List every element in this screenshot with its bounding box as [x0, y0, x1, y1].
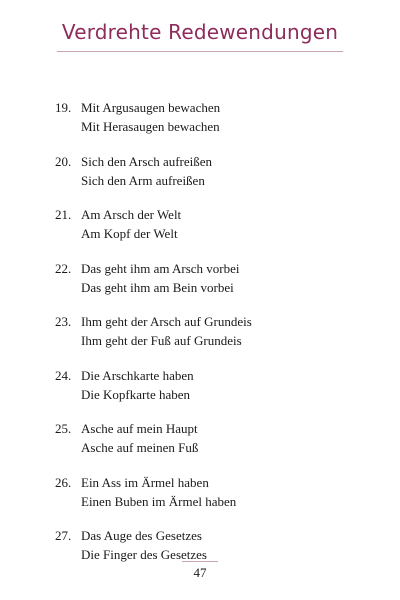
twisted-idiom: Die Kopfkarte haben	[81, 386, 191, 402]
item-number: 21.	[55, 207, 72, 222]
original-idiom: Am Arsch der Welt	[81, 207, 182, 222]
original-idiom: Sich den Arsch aufreißen	[81, 153, 213, 169]
item-number: 24.	[55, 367, 72, 383]
twisted-idiom: Ihm geht der Fuß auf Grundeis	[81, 333, 242, 348]
twisted-idiom: Sich den Arm aufreißen	[81, 172, 205, 188]
list-item	[55, 419, 355, 470]
item-number: 27.	[55, 528, 72, 543]
original-idiom: Asche auf mein Haupt	[81, 421, 198, 436]
twisted-idiom: Asche auf meinen Fuß	[81, 440, 199, 455]
original-idiom: Die Arschkarte haben	[81, 367, 194, 383]
twisted-idiom: Einen Buben im Ärmel haben	[81, 493, 237, 509]
item-number: 19.	[55, 100, 72, 115]
item-number: 23.	[55, 314, 72, 329]
page-title: Verdrehte Redewendungen	[61, 20, 339, 44]
list-item	[55, 366, 355, 417]
list-item	[55, 98, 355, 149]
item-number: 26.	[55, 474, 72, 490]
original-idiom: Ein Ass im Ärmel haben	[81, 474, 209, 490]
footer-divider	[182, 561, 218, 562]
list-item	[55, 152, 355, 203]
twisted-idiom: Die Finger des Gesetzes	[81, 547, 207, 562]
item-number: 20.	[55, 153, 72, 169]
page-number: 47	[193, 565, 207, 580]
twisted-idiom: Das geht ihm am Bein vorbei	[81, 279, 234, 295]
item-number: 22.	[55, 260, 72, 276]
idiom-list	[55, 98, 355, 577]
original-idiom: Mit Argusaugen bewachen	[81, 100, 221, 115]
list-item	[55, 205, 355, 256]
list-item	[55, 259, 355, 310]
item-number: 25.	[55, 421, 72, 436]
list-item	[55, 473, 355, 524]
twisted-idiom: Mit Herasaugen bewachen	[81, 119, 220, 134]
original-idiom: Ihm geht der Arsch auf Grundeis	[81, 314, 252, 329]
original-idiom: Das geht ihm am Arsch vorbei	[81, 260, 240, 276]
original-idiom: Das Auge des Gesetzes	[81, 528, 202, 543]
twisted-idiom: Am Kopf der Welt	[81, 226, 178, 241]
list-item	[55, 312, 355, 363]
header-divider	[57, 51, 343, 52]
